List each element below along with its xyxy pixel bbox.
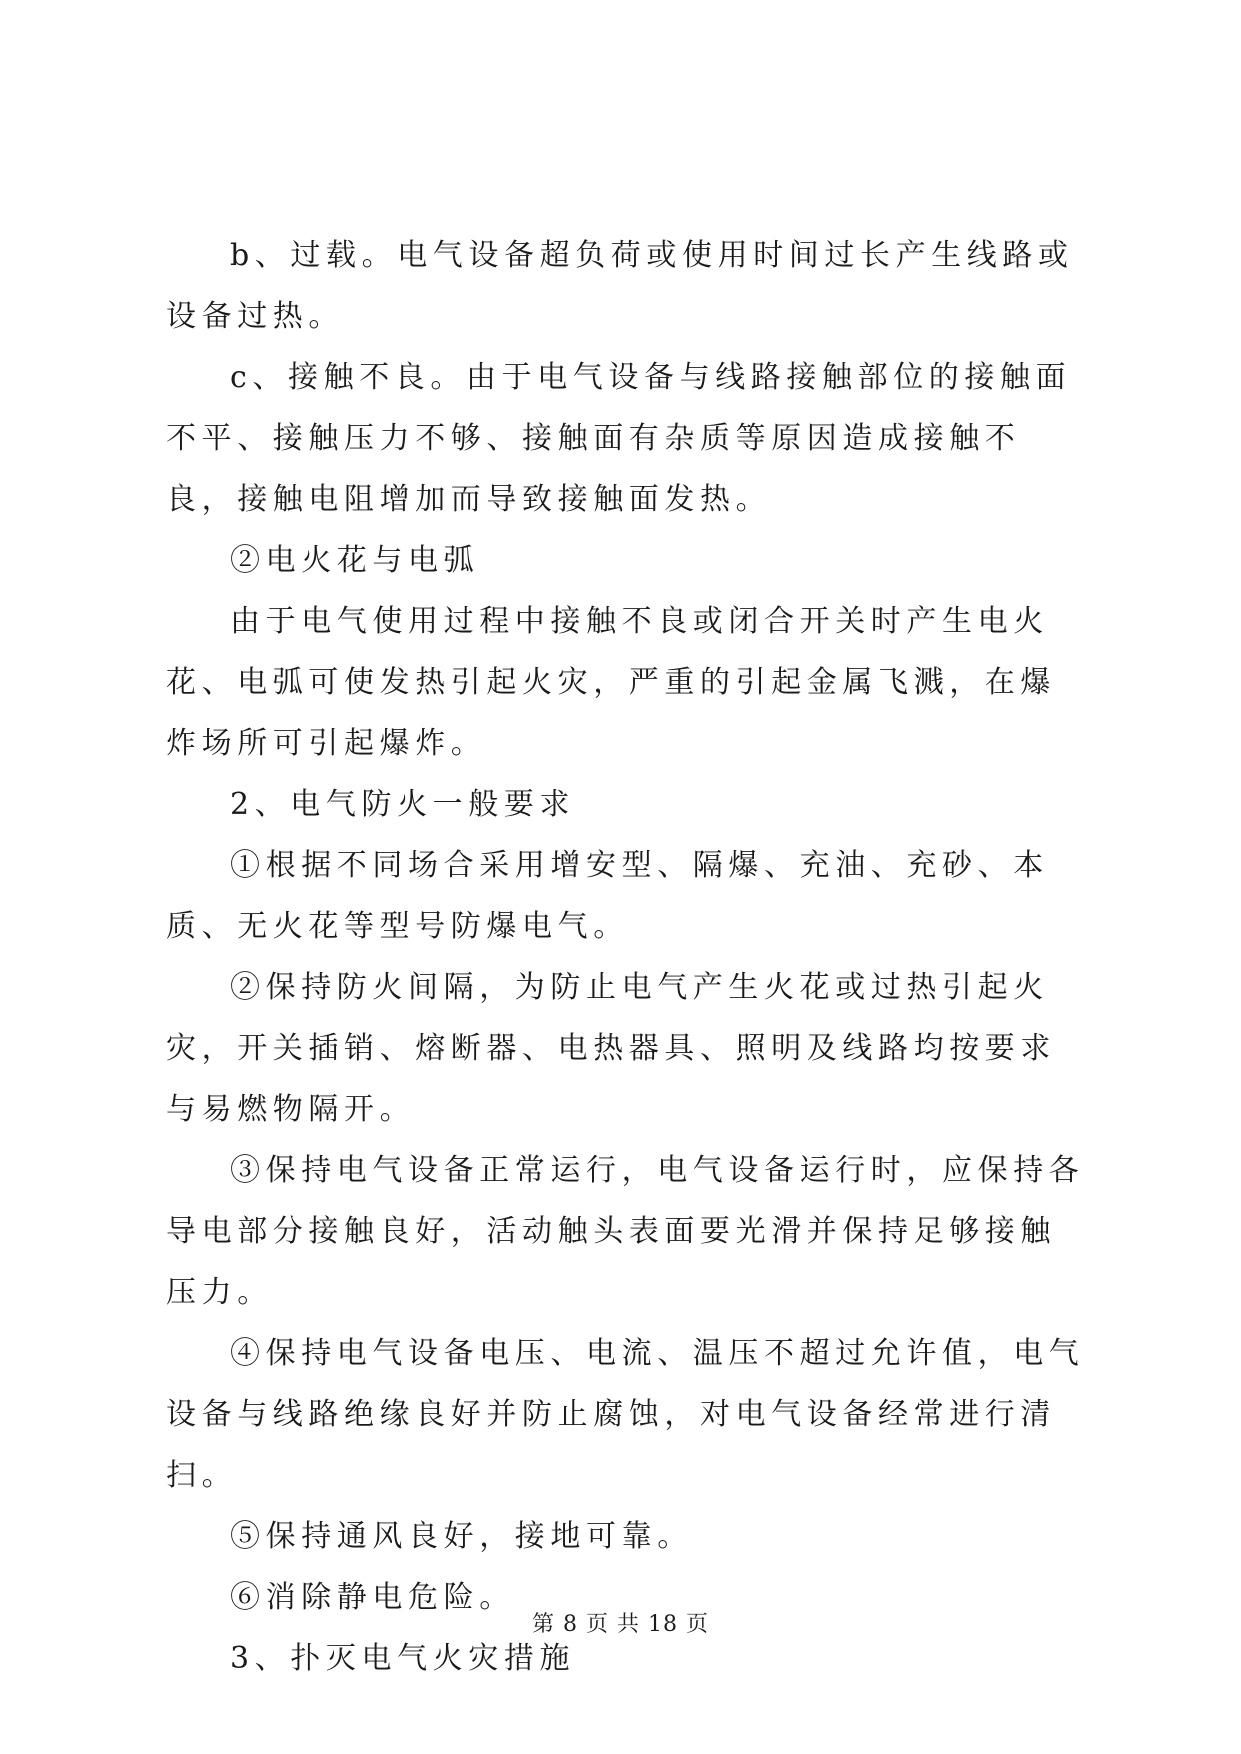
requirement-item-6: ⑥消除静电危险。: [230, 1580, 515, 1615]
requirement-item-1: ①根据不同场合采用增安型、隔爆、充油、充砂、本质、无火花等型号防爆电气。: [166, 848, 1049, 944]
requirement-item-5: ⑤保持通风良好，接地可靠。: [230, 1519, 693, 1554]
document-body: [166, 225, 1086, 1689]
paragraph-spark-arc: 由于电气使用过程中接触不良或闭合开关时产生电火花、电弧可使发热引起火灾，严重的引起金属飞溅，在爆炸场所可引起爆炸。: [166, 604, 1056, 761]
heading-fire-prevention-requirements: 2、电气防火一般要求: [230, 787, 576, 822]
paragraph-poor-contact: c、接触不良。由于电气设备与线路接触部位的接触面不平、接触压力不够、接触面有杂质等原因造成接触不良，接触电阻增加而导致接触面发热。: [166, 360, 1072, 517]
requirement-item-4: ④保持电气设备电压、电流、温压不超过允许值，电气设备与线路绝缘良好并防止腐蚀，对电气设备经常进行清扫。: [166, 1336, 1085, 1493]
heading-spark-arc: ②电火花与电弧: [230, 543, 480, 578]
paragraph-overload: b、过载。电气设备超负荷或使用时间过长产生线路或设备过热。: [166, 238, 1074, 334]
heading-firefighting-measures: 3、扑灭电气火灾措施: [230, 1641, 576, 1676]
requirement-item-2: ②保持防火间隔，为防止电气产生火花或过热引起火灾，开关插销、熔断器、电热器具、照明及线路均按要求与易燃物隔开。: [166, 970, 1056, 1127]
page-number-footer: 第 8 页 共 18 页: [532, 1612, 709, 1637]
requirement-item-3: ③保持电气设备正常运行，电气设备运行时，应保持各导电部分接触良好，活动触头表面要光滑并保持足够接触压力。: [166, 1153, 1085, 1310]
